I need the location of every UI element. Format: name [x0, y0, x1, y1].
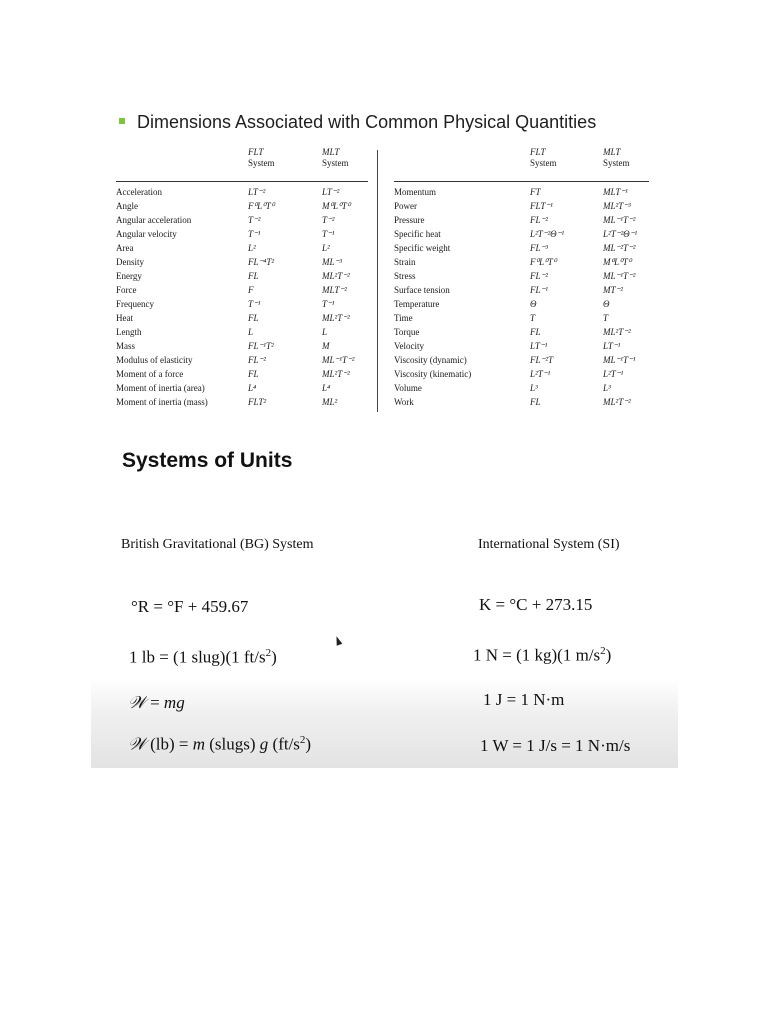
- flt-cell: FL⁻²: [530, 271, 548, 281]
- mlt-cell: ML²T⁻²: [322, 313, 350, 323]
- quantity-cell: Viscosity (kinematic): [394, 369, 472, 379]
- flt-cell: LT⁻¹: [530, 341, 548, 351]
- quantity-cell: Moment of inertia (area): [116, 383, 205, 393]
- mlt-cell: L²T⁻²Θ⁻¹: [603, 229, 638, 239]
- quantity-cell: Force: [116, 285, 137, 295]
- mlt-cell: LT⁻²: [322, 187, 340, 197]
- flt-header: FLT System: [530, 147, 557, 168]
- quantity-cell: Velocity: [394, 341, 424, 351]
- quantity-cell: Angle: [116, 201, 138, 211]
- quantity-cell: Area: [116, 243, 134, 253]
- mlt-cell: M⁰L⁰T⁰: [603, 257, 632, 267]
- flt-cell: F⁰L⁰T⁰: [248, 201, 275, 211]
- bg-equation-pound: 1 lb = (1 slug)(1 $ft/s^2$): [129, 647, 277, 667]
- mlt-cell: T⁻¹: [322, 229, 335, 239]
- quantity-cell: Work: [394, 397, 414, 407]
- quantity-cell: Viscosity (dynamic): [394, 355, 467, 365]
- bg-equation-weight: 𝒲 = mg: [128, 693, 185, 712]
- quantity-cell: Angular velocity: [116, 229, 177, 239]
- mlt-cell: T⁻¹: [322, 299, 335, 309]
- flt-cell: L²T⁻¹: [530, 369, 551, 379]
- flt-cell: FL: [530, 327, 541, 337]
- quantity-cell: Heat: [116, 313, 133, 323]
- flt-cell: L: [248, 327, 254, 337]
- mlt-cell: ML⁻¹T⁻²: [322, 355, 355, 365]
- quantity-cell: Time: [394, 313, 413, 323]
- flt-cell: Θ: [530, 299, 537, 309]
- mlt-cell: ML²T⁻³: [603, 201, 631, 211]
- quantity-cell: Pressure: [394, 215, 425, 225]
- flt-cell: FL⁻³: [530, 243, 548, 253]
- quantity-cell: Length: [116, 327, 142, 337]
- header-rule: [116, 181, 368, 182]
- mlt-cell: ML²T⁻²: [603, 397, 631, 407]
- flt-cell: FT: [530, 187, 541, 197]
- bullet-icon: [119, 118, 125, 124]
- mlt-cell: ML⁻³: [322, 257, 342, 267]
- mlt-cell: ML²T⁻²: [322, 271, 350, 281]
- mlt-header: MLT System: [322, 147, 349, 168]
- mlt-cell: T⁻²: [322, 215, 335, 225]
- mlt-cell: MT⁻²: [603, 285, 623, 295]
- flt-cell: F: [248, 285, 254, 295]
- table-divider: [377, 150, 378, 412]
- quantity-cell: Torque: [394, 327, 420, 337]
- quantity-cell: Stress: [394, 271, 416, 281]
- quantity-cell: Specific heat: [394, 229, 441, 239]
- systems-of-units-slide: [91, 425, 678, 768]
- si-equation-joule: 1 J = 1 N·m: [483, 690, 565, 709]
- mlt-cell: ML⁻¹T⁻¹: [603, 355, 636, 365]
- flt-cell: FL⁻¹T²: [248, 341, 274, 351]
- mlt-cell: ML⁻²T⁻²: [603, 243, 636, 253]
- mlt-header: MLT System: [603, 147, 630, 168]
- quantity-cell: Acceleration: [116, 187, 162, 197]
- header-rule: [394, 181, 649, 182]
- mlt-cell: ML⁻¹T⁻²: [603, 271, 636, 281]
- mlt-cell: M: [322, 341, 330, 351]
- si-equation-watt: 1 W = 1 J/s = 1 N·m/s: [480, 736, 631, 755]
- si-system-heading: International System (SI): [478, 537, 620, 552]
- mlt-cell: M⁰L⁰T⁰: [322, 201, 351, 211]
- flt-cell: L⁴: [248, 383, 257, 393]
- mlt-cell: L³: [603, 383, 611, 393]
- flt-cell: FL: [248, 313, 259, 323]
- mlt-cell: L²T⁻¹: [603, 369, 624, 379]
- bg-equation-weight-units: 𝒲 (lb) = m (slugs) g $(ft/s^2)$: [128, 734, 312, 754]
- quantity-cell: Moment of a force: [116, 369, 184, 379]
- flt-cell: F⁰L⁰T⁰: [530, 257, 557, 267]
- flt-cell: L³: [530, 383, 538, 393]
- flt-cell: FL: [248, 271, 259, 281]
- quantity-cell: Momentum: [394, 187, 436, 197]
- quantity-cell: Density: [116, 257, 144, 267]
- flt-cell: T: [530, 313, 536, 323]
- si-equation-newton: 1 N = (1 kg)(1 $m/s^2$): [473, 645, 612, 665]
- dimensions-slide: [91, 95, 678, 425]
- si-equation-temperature: K = °C + 273.15: [479, 595, 593, 614]
- mlt-cell: ML²T⁻²: [603, 327, 631, 337]
- slide-title: Dimensions Associated with Common Physical Quantities: [119, 112, 596, 133]
- flt-cell: L²T⁻²Θ⁻¹: [530, 229, 565, 239]
- flt-cell: FL⁻¹: [530, 285, 548, 295]
- flt-cell: FL⁻²T: [530, 355, 553, 365]
- quantity-cell: Frequency: [116, 299, 154, 309]
- quantity-cell: Mass: [116, 341, 136, 351]
- mlt-cell: L⁴: [322, 383, 331, 393]
- flt-cell: FL: [530, 397, 541, 407]
- quantity-cell: Strain: [394, 257, 416, 267]
- mlt-cell: T: [603, 313, 609, 323]
- mlt-cell: L²: [322, 243, 330, 253]
- flt-cell: FL⁻²: [248, 355, 266, 365]
- quantity-cell: Volume: [394, 383, 422, 393]
- flt-cell: LT⁻²: [248, 187, 266, 197]
- mlt-cell: ML⁻¹T⁻²: [603, 215, 636, 225]
- mouse-cursor-icon: [334, 635, 343, 646]
- flt-cell: FL⁻⁴T²: [248, 257, 275, 267]
- quantity-cell: Temperature: [394, 299, 440, 309]
- quantity-cell: Energy: [116, 271, 142, 281]
- mlt-cell: MLT⁻¹: [603, 187, 628, 197]
- quantity-cell: Moment of inertia (mass): [116, 397, 208, 407]
- flt-cell: T⁻¹: [248, 229, 261, 239]
- mlt-cell: L: [322, 327, 328, 337]
- flt-cell: T⁻¹: [248, 299, 261, 309]
- flt-cell: FL⁻²: [530, 215, 548, 225]
- flt-cell: L²: [248, 243, 256, 253]
- quantity-cell: Specific weight: [394, 243, 451, 253]
- quantity-cell: Angular acceleration: [116, 215, 192, 225]
- quantity-cell: Surface tension: [394, 285, 450, 295]
- bg-equation-temperature: °R = °F + 459.67: [131, 597, 249, 616]
- flt-cell: T⁻²: [248, 215, 261, 225]
- mlt-cell: MLT⁻²: [322, 285, 347, 295]
- quantity-cell: Power: [394, 201, 417, 211]
- mlt-cell: ML²T⁻²: [322, 369, 350, 379]
- bg-system-heading: British Gravitational (BG) System: [121, 537, 314, 552]
- mlt-cell: LT⁻¹: [603, 341, 621, 351]
- mlt-cell: ML²: [322, 397, 338, 407]
- section-title: Systems of Units: [122, 449, 293, 472]
- flt-cell: FL: [248, 369, 259, 379]
- mlt-cell: Θ: [603, 299, 610, 309]
- flt-header: FLT System: [248, 147, 275, 168]
- flt-cell: FLT²: [248, 397, 267, 407]
- flt-cell: FLT⁻¹: [530, 201, 553, 211]
- quantity-cell: Modulus of elasticity: [116, 355, 193, 365]
